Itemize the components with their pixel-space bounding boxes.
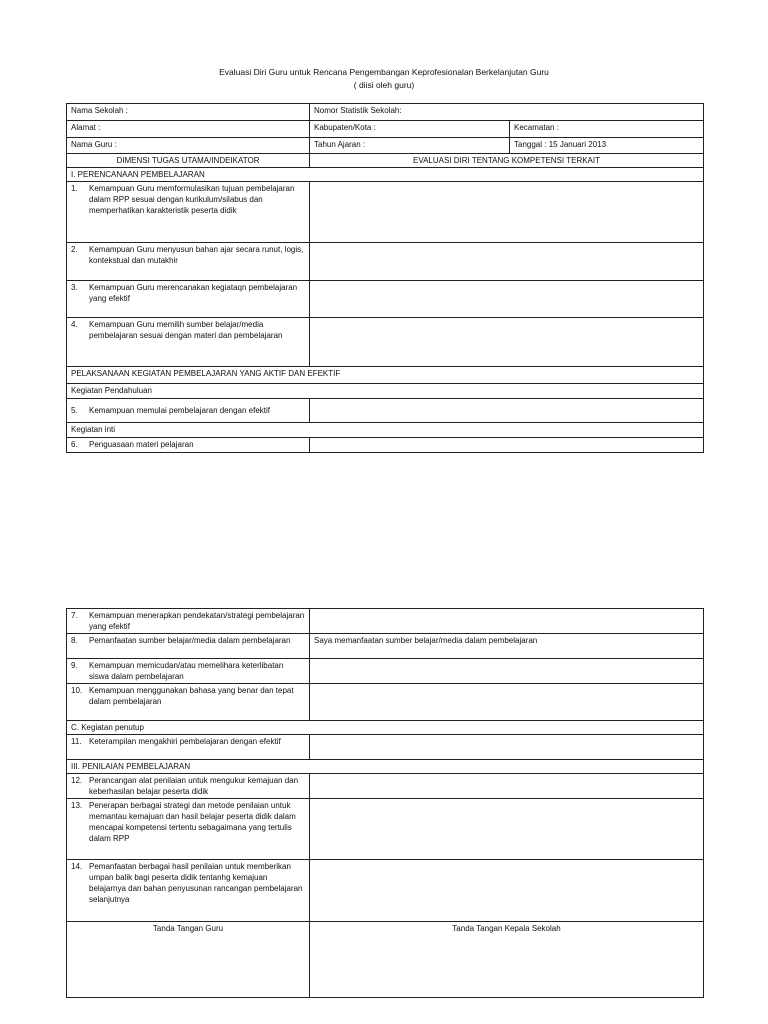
item-text: Pemanfaatan sumber belajar/media dalam pembelajaran bbox=[89, 636, 291, 645]
subsection-row bbox=[67, 423, 704, 438]
evaluation-cell[interactable] bbox=[310, 182, 704, 243]
evaluation-cell[interactable] bbox=[310, 399, 704, 423]
item-number: 10. bbox=[71, 686, 83, 695]
signature-guru[interactable]: Tanda Tangan Guru bbox=[67, 922, 310, 998]
nama-guru-field[interactable]: Nama Guru : bbox=[67, 138, 310, 154]
item-text: Kemampuan memicudan/atau memelihara keterlibatan siswa dalam pembelajaran bbox=[89, 661, 284, 681]
table-row bbox=[67, 438, 704, 453]
section-penilaian: III. PENILAIAN PEMBELAJARAN bbox=[67, 760, 704, 774]
info-row bbox=[67, 138, 704, 154]
item-text: Penguasaan materi pelajaran bbox=[89, 440, 194, 449]
section-row bbox=[67, 168, 704, 182]
table-row bbox=[67, 609, 704, 634]
evaluation-cell[interactable] bbox=[310, 318, 704, 367]
evaluation-cell[interactable] bbox=[310, 281, 704, 318]
evaluation-cell[interactable]: Saya memanfaatan sumber belajar/media dalam pembelajaran bbox=[310, 634, 704, 659]
table-row bbox=[67, 659, 704, 684]
info-row bbox=[67, 104, 704, 121]
item-text: Kemampuan memulai pembelajaran dengan efektif bbox=[89, 406, 270, 415]
item-number: 9. bbox=[71, 661, 78, 670]
item-number: 2. bbox=[71, 245, 78, 254]
table-row bbox=[67, 182, 704, 243]
column-header-dimensi: DIMENSI TUGAS UTAMA/INDEIKATOR bbox=[67, 154, 310, 168]
item-number: 8. bbox=[71, 636, 78, 645]
item-number: 11. bbox=[71, 737, 82, 746]
item-number: 6. bbox=[71, 440, 78, 449]
table-row bbox=[67, 860, 704, 922]
item-text: Penerapan berbagai strategi dan metode penilaian untuk memantau kemajuan dan hasil belajar peserta didik dalam mencapai kompetensi tertentu sebagaimana yang tertulis dalam RPP bbox=[89, 801, 296, 843]
alamat-field[interactable]: Alamat : bbox=[67, 121, 310, 138]
signature-row bbox=[67, 922, 704, 998]
item-number: 14. bbox=[71, 862, 83, 871]
section-row bbox=[67, 367, 704, 384]
item-number: 3. bbox=[71, 283, 78, 292]
evaluation-cell[interactable] bbox=[310, 609, 704, 634]
info-row bbox=[67, 121, 704, 138]
signature-kepala-sekolah[interactable]: Tanda Tangan Kepala Sekolah bbox=[310, 922, 704, 998]
item-number: 5. bbox=[71, 406, 78, 415]
nama-sekolah-field[interactable]: Nama Sekolah : bbox=[67, 104, 310, 121]
item-number: 13. bbox=[71, 801, 83, 810]
kabupaten-field[interactable]: Kabupaten/Kota : bbox=[310, 121, 510, 138]
subsection-penutup: C. Kegiatan penutup bbox=[67, 721, 704, 735]
evaluation-cell[interactable] bbox=[310, 659, 704, 684]
item-text: Kemampuan Guru merencanakan kegiataqn pembelajaran yang efektif bbox=[89, 283, 298, 303]
evaluation-cell[interactable] bbox=[310, 860, 704, 922]
table-row bbox=[67, 799, 704, 860]
item-text: Keterampilan mengakhiri pembelajaran dengan efektif bbox=[89, 737, 281, 746]
subsection-inti: Kegiatan inti bbox=[67, 423, 704, 438]
table-row bbox=[67, 399, 704, 423]
evaluation-cell[interactable] bbox=[310, 774, 704, 799]
section-pelaksanaan: PELAKSANAAN KEGIATAN PEMBELAJARAN YANG AKTIF DAN EFEKTIF bbox=[67, 367, 704, 384]
item-number: 7. bbox=[71, 611, 78, 620]
table-row bbox=[67, 634, 704, 659]
tahun-ajaran-field[interactable]: Tahun Ajaran : bbox=[310, 138, 510, 154]
kecamatan-field[interactable]: Kecamatan : bbox=[510, 121, 704, 138]
evaluation-cell[interactable] bbox=[310, 243, 704, 281]
item-text: Kemampuan menggunakan bahasa yang benar dan tepat dalam pembelajaran bbox=[89, 686, 294, 706]
item-text: Kemampuan Guru memformulasikan tujuan pembelajaran dalam RPP sesuai dengan kurikulum/silabus dan memperhatikan karakteristik peserta didik bbox=[89, 184, 295, 215]
document-title: Evaluasi Diri Guru untuk Rencana Pengembangan Keprofesionalan Berkelanjutan Guru bbox=[219, 67, 549, 77]
table-row bbox=[67, 684, 704, 721]
evaluation-table-page-1 bbox=[66, 103, 704, 453]
table-row bbox=[67, 281, 704, 318]
evaluation-cell[interactable] bbox=[310, 684, 704, 721]
section-row bbox=[67, 760, 704, 774]
table-row bbox=[67, 774, 704, 799]
column-header-row bbox=[67, 154, 704, 168]
item-text: Kemampuan menerapkan pendekatan/strategi pembelajaran yang efektif bbox=[89, 611, 305, 631]
item-text: Kemampuan Guru memilih sumber belajar/media pembelajaran sesuai dengan materi dan pembelajaran bbox=[89, 320, 283, 340]
table-row bbox=[67, 243, 704, 281]
evaluation-cell[interactable] bbox=[310, 799, 704, 860]
section-perencanaan: I. PERENCANAAN PEMBELAJARAN bbox=[67, 168, 704, 182]
item-text: Perancangan alat penilaian untuk mengukur kemajuan dan keberhasilan belajar peserta didik bbox=[89, 776, 299, 796]
evaluation-table-page-2 bbox=[66, 608, 704, 998]
table-row bbox=[67, 735, 704, 760]
item-number: 12. bbox=[71, 776, 83, 785]
table-row bbox=[67, 318, 704, 367]
nss-field[interactable]: Nomor Statistik Sekolah: bbox=[310, 104, 704, 121]
subsection-row bbox=[67, 384, 704, 399]
column-header-evaluasi: EVALUASI DIRI TENTANG KOMPETENSI TERKAIT bbox=[310, 154, 704, 168]
item-text: Kemampuan Guru menyusun bahan ajar secara runut, logis, kontekstual dan mutakhir bbox=[89, 245, 304, 265]
item-number: 4. bbox=[71, 320, 78, 329]
item-number: 1. bbox=[71, 184, 78, 193]
tanggal-field[interactable]: Tanggal : 15 Januari 2013 bbox=[510, 138, 704, 154]
evaluation-cell[interactable] bbox=[310, 735, 704, 760]
subsection-pendahuluan: Kegiatan Pendahuluan bbox=[67, 384, 704, 399]
item-text: Pemanfaatan berbagai hasil penilaian untuk memberikan umpan balik bagi peserta didik tentanhg kemajuan belajarnya dan bahan penyusunan rancangan pembelajaran selanjutnya bbox=[89, 862, 303, 904]
subsection-row bbox=[67, 721, 704, 735]
document-subtitle: ( diisi oleh guru) bbox=[353, 80, 415, 90]
evaluation-cell[interactable] bbox=[310, 438, 704, 453]
